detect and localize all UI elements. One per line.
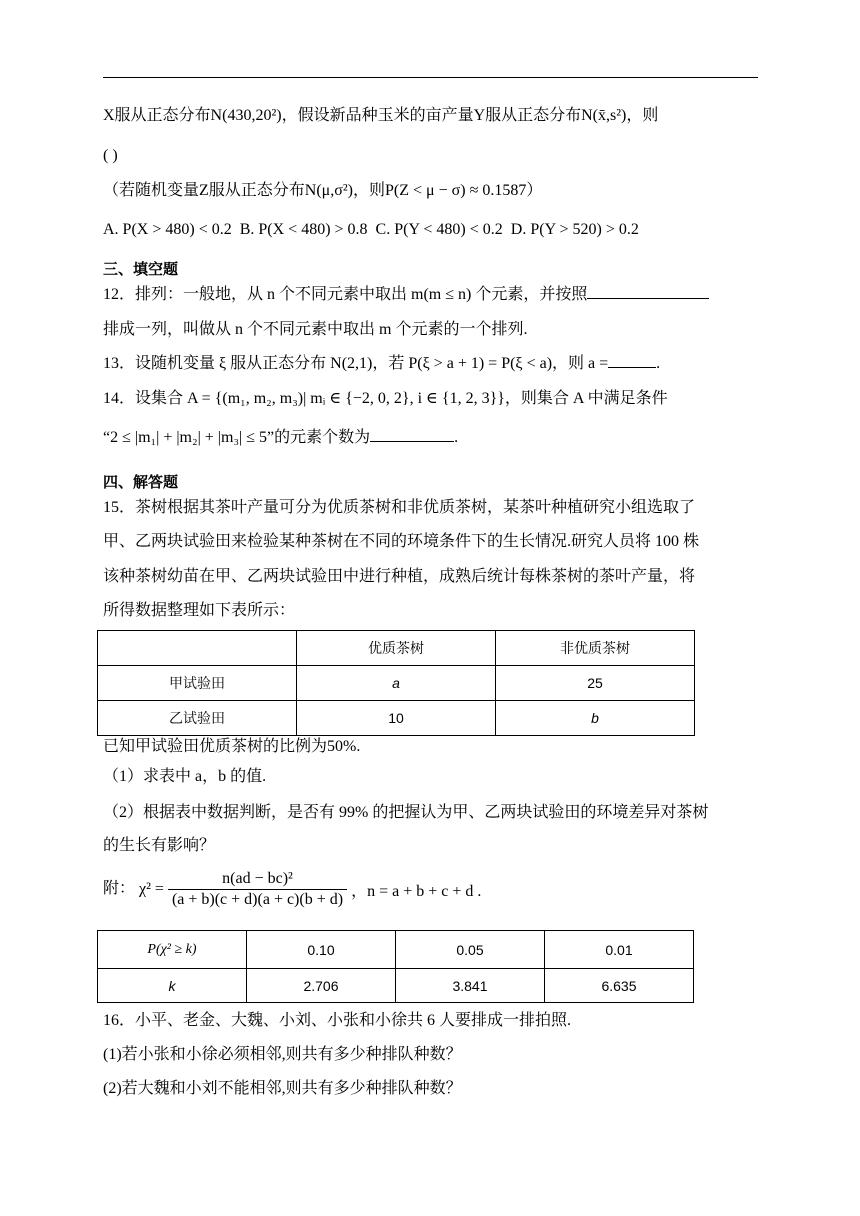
ktable-cell: 0.10 xyxy=(247,931,396,969)
header-rule xyxy=(103,77,758,78)
ktable-cell: 2.706 xyxy=(247,969,396,1003)
q15-p3: 该种茶树幼苗在甲、乙两块试验田中进行种植，成熟后统计每株茶树的茶叶产量，将 xyxy=(103,568,696,585)
q12-line1 xyxy=(103,284,709,306)
table-header-nonquality: 非优质茶树 xyxy=(496,631,695,666)
q15-p2: 甲、乙两块试验田来检验某种茶树在不同的环境条件下的生长情况.研究人员将 100 株 xyxy=(103,533,700,550)
formula-prefix: 附： xyxy=(103,880,136,898)
q12-text: 12．排列：一般地，从 n 个不同元素中取出 m(m ≤ n) 个元素，并按照 xyxy=(103,286,588,303)
formula-lhs: χ² = xyxy=(139,880,164,898)
q15-formula xyxy=(103,870,481,909)
ktable-cell: 3.841 xyxy=(396,969,545,1003)
q15-data-table xyxy=(97,630,695,736)
q15-given: 已知甲试验田优质茶树的比例为50%. xyxy=(103,738,361,755)
q14-blank xyxy=(370,427,454,442)
q13-line xyxy=(103,353,660,375)
q15-part2a: （2）根据表中数据判断，是否有 99% 的把握认为甲、乙两块试验田的环境差异对茶树 xyxy=(103,804,709,821)
q16-stem: 16．小平、老金、大魏、小刘、小张和小徐共 6 人要排成一排拍照. xyxy=(103,1012,572,1029)
q12-blank xyxy=(587,284,709,299)
section-fill-heading: 三、填空题 xyxy=(103,260,179,278)
q12-line2: 排成一列，叫做从 n 个不同元素中取出 m 个元素的一个排列. xyxy=(103,321,528,338)
q15-part1: （1）求表中 a，b 的值. xyxy=(103,768,267,785)
q11-answer-paren: ( ) xyxy=(103,147,118,164)
q11-options xyxy=(103,219,639,241)
option-c: C. P(Y < 480) < 0.2 xyxy=(375,221,503,238)
q15-p4: 所得数据整理如下表所示： xyxy=(103,602,296,619)
ktable-cell: 0.01 xyxy=(545,931,694,969)
q14-line2 xyxy=(103,427,458,449)
option-b: B. P(X < 480) > 0.8 xyxy=(239,221,368,238)
ktable-header: P(χ² ≥ k) xyxy=(98,931,247,969)
section-solve-heading: 四、解答题 xyxy=(103,473,179,491)
q13-text: 13．设随机变量 ξ 服从正态分布 N(2,1)，若 P(ξ > a + 1) = P(ξ < a)，则 a = xyxy=(103,355,609,372)
q11-hint: （若随机变量Z服从正态分布N(μ,σ²)，则P(Z < μ − σ) ≈ 0.1587） xyxy=(103,182,543,199)
q15-p1: 15．茶树根据其茶叶产量可分为优质茶树和非优质茶树，某茶叶种植研究小组选取了 xyxy=(103,499,696,516)
ktable-cell: 0.05 xyxy=(396,931,545,969)
table-header-quality: 优质茶树 xyxy=(297,631,496,666)
q15-critical-table xyxy=(97,930,694,1003)
ktable-k-label: k xyxy=(98,969,247,1003)
option-a: A. P(X > 480) < 0.2 xyxy=(103,221,232,238)
q15-part2b: 的生长有影响？ xyxy=(103,837,216,854)
q14-text: “2 ≤ |m₁| + |m₂| + |m₃| ≤ 5”的元素个数为 xyxy=(103,429,371,446)
table-row-label: 甲试验田 xyxy=(98,666,297,701)
q11-stem-line: X服从正态分布N(430,20²)，假设新品种玉米的亩产量Y服从正态分布N(x̄,s²)，则 xyxy=(103,107,659,124)
q13-blank xyxy=(608,353,656,368)
formula-numerator: n(ad − bc)² xyxy=(168,870,347,890)
option-d: D. P(Y > 520) > 0.2 xyxy=(510,221,639,238)
q14-end: . xyxy=(454,429,459,446)
table-cell: a xyxy=(297,666,496,701)
ktable-cell: 6.635 xyxy=(545,969,694,1003)
table-header-blank xyxy=(98,631,297,666)
table-row-label: 乙试验田 xyxy=(98,701,297,736)
q14-line1: 14．设集合 A = {(m₁, m₂, m₃)| mᵢ ∈ {−2, 0, 2}, i ∈ {1, 2, 3}}，则集合 A 中满足条件 xyxy=(103,390,668,407)
table-cell: b xyxy=(496,701,695,736)
q13-end: . xyxy=(656,355,661,372)
formula-fraction xyxy=(168,870,347,909)
formula-denominator: (a + b)(c + d)(a + c)(b + d) xyxy=(171,891,344,908)
table-cell: 10 xyxy=(297,701,496,736)
formula-tail: ，n = a + b + c + d . xyxy=(351,883,482,900)
table-cell: 25 xyxy=(496,666,695,701)
q16-part1: (1)若小张和小徐必须相邻,则共有多少种排队种数？ xyxy=(103,1046,462,1063)
q16-part2: (2)若大魏和小刘不能相邻,则共有多少种排队种数？ xyxy=(103,1080,462,1097)
